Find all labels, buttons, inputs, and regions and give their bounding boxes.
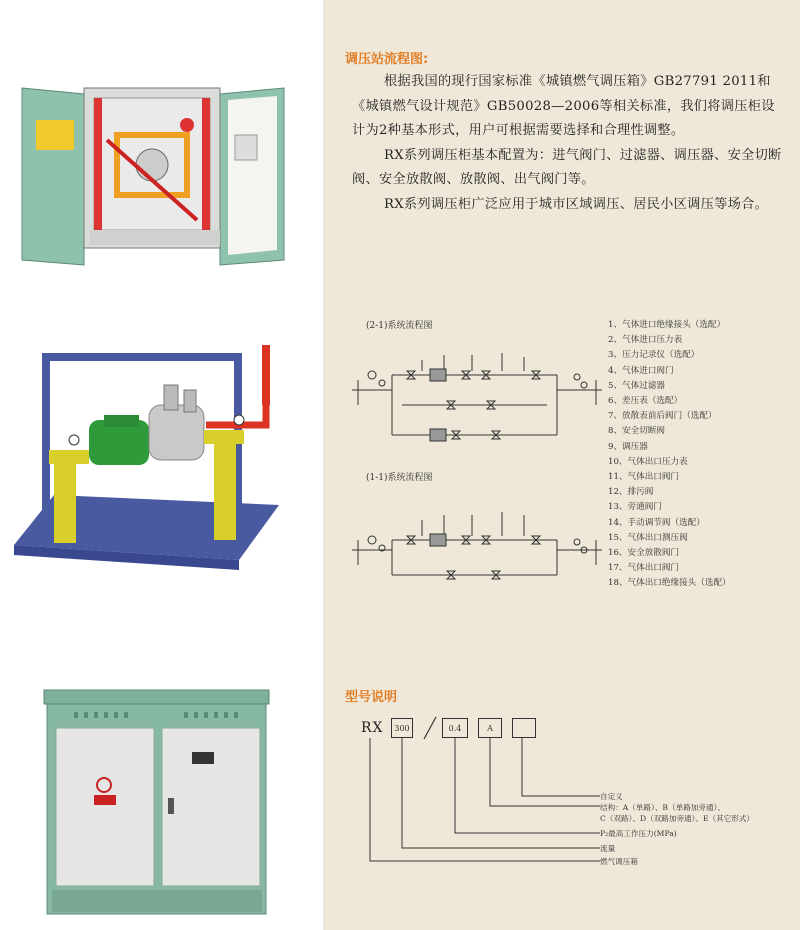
model-box-custom bbox=[512, 718, 536, 738]
flow-diagram-2-1 bbox=[352, 335, 602, 445]
legend-item: 3、压力记录仪（选配） bbox=[608, 350, 700, 361]
legend-item: 10、气体出口压力表 bbox=[608, 456, 688, 467]
intro-paragraph-3: RX系列调压柜广泛应用于城市区域调压、居民小区调压等场合。 bbox=[384, 196, 769, 212]
legend-item: 2、气体进口压力表 bbox=[608, 335, 683, 346]
legend-item: 6、差压表（选配） bbox=[608, 396, 683, 407]
legend-item: 15、气体出口测压阀 bbox=[608, 532, 688, 543]
legend-item: 1、气体进口绝缘接头（选配） bbox=[608, 320, 726, 330]
flow-diagram-1-1 bbox=[352, 490, 602, 600]
diagram-label-1-1: (1-1)系统流程图 bbox=[366, 473, 433, 483]
flow-chart-heading: 调压站流程图: bbox=[345, 52, 429, 67]
intro-text bbox=[352, 70, 782, 218]
legend-item: 16、安全放散阀门 bbox=[608, 548, 680, 559]
product-photos-column bbox=[0, 0, 323, 930]
model-desc-structure: 结构：A（单路）、B（单路加旁通）、 bbox=[600, 803, 725, 812]
legend-item: 7、放散表前后阀门（选配） bbox=[608, 411, 717, 422]
closed-cabinet-photo bbox=[44, 690, 269, 920]
component-legend bbox=[608, 318, 731, 592]
intro-paragraph-2: RX系列调压柜基本配置为：进气阀门、过滤器、调压器、安全切断阀、安全放散阀、放散阀、出气阀门等。 bbox=[352, 147, 782, 188]
open-cabinet-photo bbox=[22, 80, 292, 270]
model-box-structure: A bbox=[478, 718, 502, 738]
model-desc-structure-2: C（双路）、D（双路加旁通）、E（其它形式） bbox=[600, 814, 755, 823]
intro-paragraph-1: 根据我国的现行国家标准《城镇燃气调压箱》GB27791 2011和《城镇燃气设计规范》GB50028—2006等相关标准，我们将调压柜设计为2种基本形式，用户可根据需要选择和合理性调整。 bbox=[352, 74, 775, 139]
model-desc-custom: 自定义 bbox=[600, 792, 623, 801]
legend-item: 9、调压器 bbox=[608, 441, 648, 452]
diagram-label-2-1: (2-1)系统流程图 bbox=[366, 321, 433, 331]
legend-item: 11、气体出口阀门 bbox=[608, 472, 680, 483]
model-box-pressure: 0.4 bbox=[442, 718, 468, 738]
regulator-skid-photo bbox=[14, 345, 284, 575]
legend-item: 4、气体进口阀门 bbox=[608, 365, 674, 376]
legend-item: 12、排污阀 bbox=[608, 487, 654, 498]
legend-item: 17、气体出口阀门 bbox=[608, 563, 680, 574]
legend-item: 8、安全切断阀 bbox=[608, 426, 666, 437]
legend-item: 5、气体过滤器 bbox=[608, 380, 666, 391]
model-desc-pressure: P₂最高工作压力(MPa) bbox=[600, 829, 677, 838]
model-desc-product: 燃气调压箱 bbox=[600, 857, 638, 866]
model-heading: 型号说明 bbox=[345, 690, 398, 705]
legend-item: 14、手动调节阀（选配） bbox=[608, 517, 705, 528]
model-desc-flow: 流量 bbox=[600, 844, 616, 853]
legend-item: 13、旁通阀门 bbox=[608, 502, 662, 513]
model-prefix: RX bbox=[361, 720, 384, 736]
model-box-flow: 300 bbox=[391, 718, 413, 738]
legend-item: 18、气体出口绝缘接头（选配） bbox=[608, 578, 731, 589]
model-leader-lines bbox=[360, 738, 640, 878]
